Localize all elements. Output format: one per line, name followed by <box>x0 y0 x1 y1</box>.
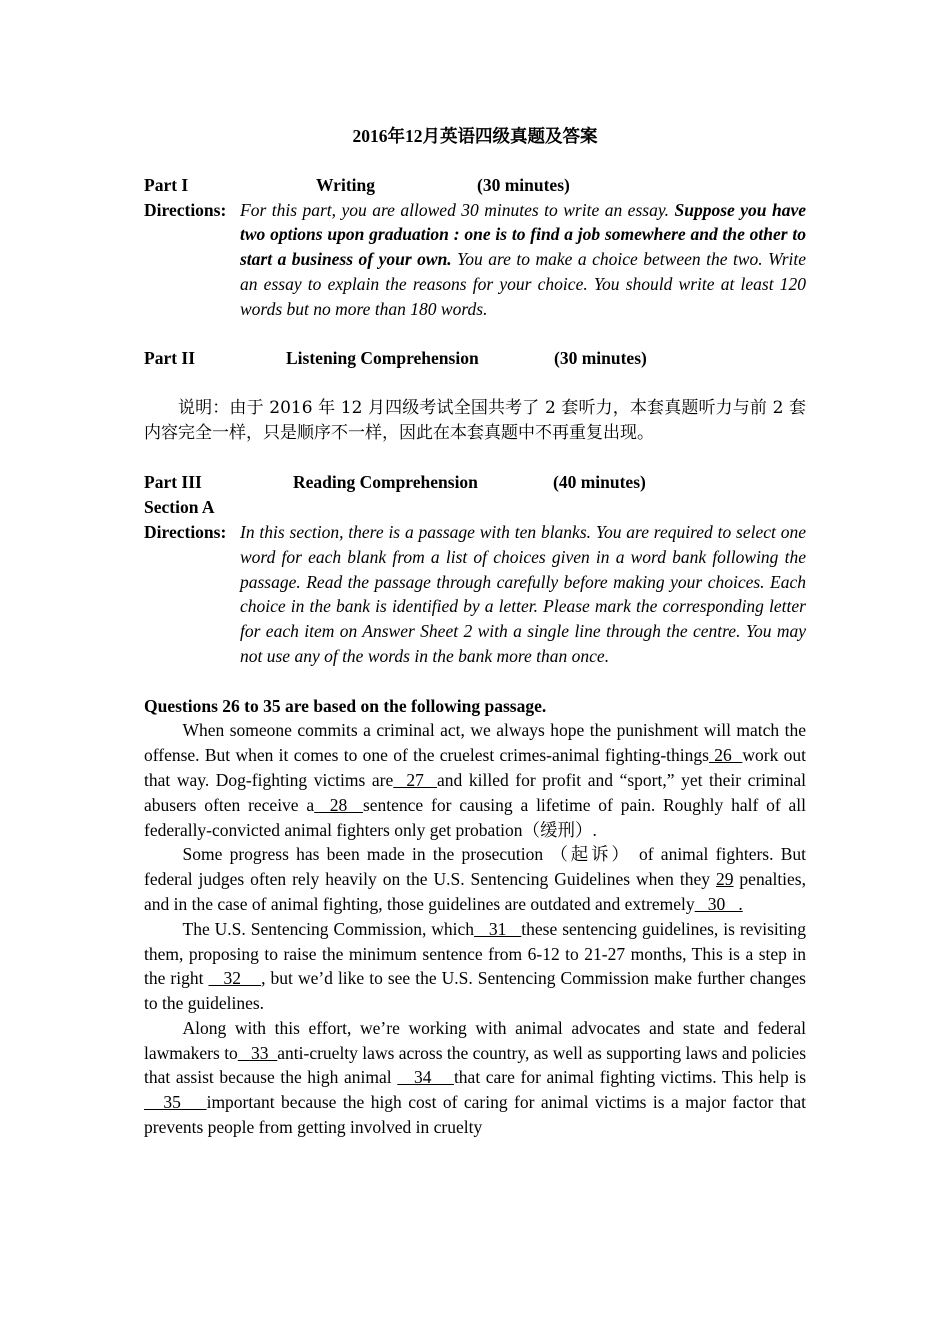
blank-31: 31 <box>474 918 522 939</box>
text: Some progress has been made in the prosecution （起诉） of animal fighters. But federal judges often rely heavily on the U.S. Sentencing Guidelines when they <box>144 844 806 890</box>
passage-paragraph-4 <box>144 1016 806 1140</box>
part3-label: Part III <box>144 472 202 493</box>
blank-35: 35 <box>144 1092 207 1113</box>
dir-text-bold: Suppose you have two options upon graduation : one is to find a job somewhere and the other to start a business of your own. <box>240 199 806 270</box>
part2-name: Listening Comprehension <box>286 348 479 369</box>
document-content <box>144 124 806 1140</box>
part1-label: Part I <box>144 174 189 195</box>
text: these sentencing guidelines, is revisiting them, proposing to raise the minimum sentence from 6-12 to 21-27 months, This is a step in the right <box>144 918 806 989</box>
questions-heading: Questions 26 to 35 are based on the following passage. <box>144 695 547 716</box>
section-label: Section A <box>144 497 215 518</box>
section-a-heading <box>144 495 806 520</box>
part2-note: 说明：由于 2016 年 12 月四级考试全国共考了 2 套听力，本套真题听力与前 2 套内容完全一样，只是顺序不一样，因此在本套真题中不再重复出现。 <box>144 397 806 443</box>
text: that care for animal fighting victims. This help is <box>453 1067 807 1088</box>
part3-time: (40 minutes) <box>553 472 646 493</box>
text: The U.S. Sentencing Commission, which <box>182 918 475 939</box>
part2-label: Part II <box>144 348 196 369</box>
part3-header <box>144 470 806 495</box>
dir-text-c: You are to make a choice between the two. Write an essay to explain the reasons for your choice. You should write at least 120 words but no more than 180 words. <box>240 249 807 319</box>
blank-27: 27 <box>393 769 438 790</box>
blank-26: 26 <box>708 745 743 766</box>
part1-time: (30 minutes) <box>477 174 570 195</box>
text: and killed for profit and “sport,” yet their criminal abusers often receive a <box>144 769 806 815</box>
directions-label: Directions: <box>144 199 227 220</box>
blank-33: 33 <box>237 1042 278 1063</box>
part3-directions-text: In this section, there is a passage with ten blanks. You are required to select one word for each blank from a list of choices given in a word bank following the passage. Read the passage through carefully before making your choices. Each choice in the bank is identified by a letter. Please mark the corresponding letter for each item on Answer Sheet 2 with a single line through the centre. You may not use any of the words in the bank more than once. <box>240 521 806 666</box>
dir-text-a: For this part, you are allowed 30 minutes to write an essay. <box>240 199 675 220</box>
part1-directions-text <box>240 198 806 322</box>
blank-34: 34 <box>397 1067 454 1088</box>
blank-30: 30 . <box>694 893 743 914</box>
document-title: 2016年12月英语四级真题及答案 <box>352 126 598 146</box>
directions-label: Directions: <box>144 521 227 542</box>
text: important because the high cost of caring for animal victims is a major factor that prevents people from getting involved in cruelty <box>144 1092 806 1138</box>
passage-paragraph-3 <box>144 917 806 1016</box>
part1-header <box>144 173 806 198</box>
part2-header <box>144 346 806 371</box>
passage-paragraph-2 <box>144 842 806 916</box>
passage-paragraph-1 <box>144 718 806 842</box>
part2-time: (30 minutes) <box>554 348 647 369</box>
text: , but we’d like to see the U.S. Sentencing Commission make further changes to the guidelines. <box>144 968 806 1014</box>
text: Along with this effort, we’re working with animal advocates and state and federal lawmakers to <box>144 1017 806 1063</box>
text: penalties, and in the case of animal fighting, those guidelines are outdated and extremely <box>144 869 806 914</box>
text: anti-cruelty laws across the country, as well as supporting laws and policies that assist because the high animal <box>144 1042 807 1088</box>
part3-directions <box>144 520 806 669</box>
part1-name: Writing <box>316 174 375 195</box>
text: work out that way. Dog-fighting victims are <box>144 745 806 790</box>
blank-29: 29 <box>715 869 734 890</box>
text: When someone commits a criminal act, we always hope the punishment will match the offense. But when it comes to one of the cruelest crimes-animal fighting-things <box>144 720 806 766</box>
blank-32: 32 <box>208 968 262 989</box>
text: sentence for causing a lifetime of pain. Roughly half of all federally-convicted animal fighters only get probation（缓刑）. <box>144 794 807 840</box>
part1-directions <box>144 198 806 322</box>
part3-name: Reading Comprehension <box>293 472 478 493</box>
blank-28: 28 <box>314 794 363 815</box>
